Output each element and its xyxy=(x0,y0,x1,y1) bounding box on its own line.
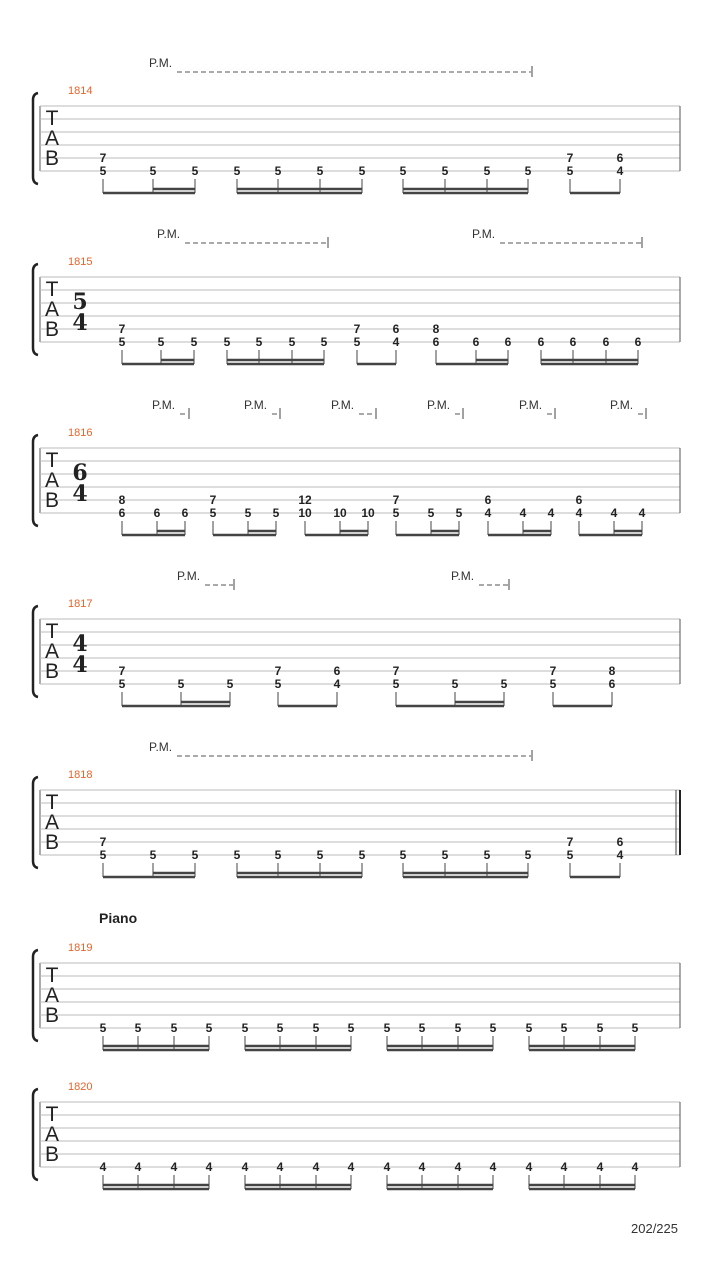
system-bracket xyxy=(33,606,38,697)
time-signature-top: 4 xyxy=(72,631,88,657)
fret-number: 5 xyxy=(566,848,574,862)
fret-number: 5 xyxy=(560,1021,568,1035)
fret-number: 4 xyxy=(519,506,527,520)
measure-number: 1818 xyxy=(68,769,93,781)
fret-number: 5 xyxy=(312,1021,320,1035)
fret-number: 4 xyxy=(547,506,555,520)
fret-number: 5 xyxy=(274,677,282,691)
tab-system xyxy=(33,56,680,193)
palm-mute-label: P.M. xyxy=(331,398,355,412)
fret-number: 5 xyxy=(149,848,157,862)
time-signature-top: 5 xyxy=(72,289,88,315)
fret-number: 4 xyxy=(312,1160,320,1174)
fret-number: 4 xyxy=(616,164,624,178)
system-bracket xyxy=(33,264,38,355)
fret-number: 6 xyxy=(616,151,624,165)
fret-number: 5 xyxy=(596,1021,604,1035)
fret-number: 5 xyxy=(157,335,165,349)
tab-clef-letter: A xyxy=(44,298,60,321)
fret-number: 6 xyxy=(484,493,492,507)
fret-number: 7 xyxy=(99,835,107,849)
tab-clef-letter: B xyxy=(44,318,60,341)
fret-number: 5 xyxy=(392,677,400,691)
fret-number: 7 xyxy=(99,151,107,165)
fret-number: 12 xyxy=(298,493,312,507)
fret-number: 5 xyxy=(233,164,241,178)
fret-number: 6 xyxy=(575,493,583,507)
fret-number: 7 xyxy=(566,151,574,165)
tab-clef-letter: A xyxy=(44,127,60,150)
palm-mute-label: P.M. xyxy=(149,740,173,754)
palm-mute-label: P.M. xyxy=(451,569,475,583)
tab-clef-letter: A xyxy=(44,469,60,492)
fret-number: 5 xyxy=(205,1021,213,1035)
fret-number: 5 xyxy=(566,164,574,178)
fret-number: 5 xyxy=(99,164,107,178)
fret-number: 5 xyxy=(392,506,400,520)
fret-number: 6 xyxy=(181,506,189,520)
fret-number: 7 xyxy=(209,493,217,507)
fret-number: 8 xyxy=(432,322,440,336)
system-bracket xyxy=(33,777,38,868)
fret-number: 5 xyxy=(149,164,157,178)
fret-number: 5 xyxy=(244,506,252,520)
fret-number: 5 xyxy=(170,1021,178,1035)
fret-number: 5 xyxy=(241,1021,249,1035)
fret-number: 6 xyxy=(472,335,480,349)
fret-number: 5 xyxy=(276,1021,284,1035)
palm-mute-label: P.M. xyxy=(472,227,496,241)
fret-number: 5 xyxy=(118,335,126,349)
tab-clef-letter: A xyxy=(44,1123,60,1146)
fret-number: 4 xyxy=(454,1160,462,1174)
tab-system xyxy=(33,740,680,877)
fret-number: 5 xyxy=(454,1021,462,1035)
tab-clef-letter: B xyxy=(44,147,60,170)
tab-clef-letter: A xyxy=(44,984,60,1007)
page-number: 202/225 xyxy=(631,1221,678,1236)
tab-system xyxy=(33,1081,680,1189)
tab-clef-letter: B xyxy=(44,1143,60,1166)
palm-mute-label: P.M. xyxy=(177,569,201,583)
fret-number: 5 xyxy=(347,1021,355,1035)
fret-number: 4 xyxy=(489,1160,497,1174)
fret-number: 7 xyxy=(118,322,126,336)
palm-mute-label: P.M. xyxy=(149,56,173,70)
fret-number: 4 xyxy=(392,335,400,349)
tab-system xyxy=(33,398,680,535)
fret-number: 5 xyxy=(191,848,199,862)
fret-number: 5 xyxy=(631,1021,639,1035)
tab-clef-letter: A xyxy=(44,811,60,834)
fret-number: 5 xyxy=(549,677,557,691)
fret-number: 10 xyxy=(298,506,312,520)
fret-number: 4 xyxy=(631,1160,639,1174)
fret-number: 4 xyxy=(333,677,341,691)
fret-number: 4 xyxy=(616,848,624,862)
fret-number: 6 xyxy=(608,677,616,691)
fret-number: 5 xyxy=(525,1021,533,1035)
tab-clef-letter: T xyxy=(45,620,59,643)
tab-clef-letter: T xyxy=(45,449,59,472)
fret-number: 7 xyxy=(118,664,126,678)
fret-number: 5 xyxy=(190,335,198,349)
measure-number: 1815 xyxy=(68,256,93,268)
fret-number: 5 xyxy=(255,335,263,349)
fret-number: 4 xyxy=(383,1160,391,1174)
tab-clef-letter: T xyxy=(45,278,59,301)
fret-number: 5 xyxy=(500,677,508,691)
tab-clef-letter: A xyxy=(44,640,60,663)
tab-clef-letter: T xyxy=(45,791,59,814)
fret-number: 5 xyxy=(99,848,107,862)
fret-number: 5 xyxy=(316,164,324,178)
time-signature-bottom: 4 xyxy=(72,310,88,336)
fret-number: 4 xyxy=(610,506,618,520)
fret-number: 5 xyxy=(118,677,126,691)
fret-number: 5 xyxy=(272,506,280,520)
fret-number: 6 xyxy=(392,322,400,336)
fret-number: 5 xyxy=(441,848,449,862)
fret-number: 5 xyxy=(209,506,217,520)
system-bracket xyxy=(33,93,38,184)
fret-number: 4 xyxy=(99,1160,107,1174)
fret-number: 6 xyxy=(569,335,577,349)
fret-number: 4 xyxy=(170,1160,178,1174)
system-bracket xyxy=(33,950,38,1041)
measure-number: 1819 xyxy=(68,942,93,954)
tab-clef-letter: T xyxy=(45,964,59,987)
fret-number: 5 xyxy=(358,848,366,862)
fret-number: 10 xyxy=(333,506,347,520)
fret-number: 5 xyxy=(524,848,532,862)
fret-number: 4 xyxy=(525,1160,533,1174)
fret-number: 5 xyxy=(274,848,282,862)
fret-number: 5 xyxy=(524,164,532,178)
tab-clef-letter: B xyxy=(44,660,60,683)
palm-mute-label: P.M. xyxy=(152,398,176,412)
fret-number: 8 xyxy=(608,664,616,678)
fret-number: 5 xyxy=(134,1021,142,1035)
measure-number: 1820 xyxy=(68,1081,93,1093)
fret-number: 5 xyxy=(233,848,241,862)
fret-number: 4 xyxy=(596,1160,604,1174)
fret-number: 5 xyxy=(99,1021,107,1035)
fret-number: 5 xyxy=(483,164,491,178)
palm-mute-label: P.M. xyxy=(519,398,543,412)
fret-number: 7 xyxy=(274,664,282,678)
fret-number: 7 xyxy=(353,322,361,336)
palm-mute-label: P.M. xyxy=(610,398,634,412)
fret-number: 6 xyxy=(602,335,610,349)
fret-number: 5 xyxy=(441,164,449,178)
fret-number: 5 xyxy=(191,164,199,178)
measure-number: 1816 xyxy=(68,427,93,439)
measure-number: 1814 xyxy=(68,85,93,97)
fret-number: 6 xyxy=(634,335,642,349)
fret-number: 5 xyxy=(455,506,463,520)
fret-number: 6 xyxy=(333,664,341,678)
tab-system xyxy=(33,910,680,1050)
fret-number: 5 xyxy=(177,677,185,691)
fret-number: 7 xyxy=(392,664,400,678)
fret-number: 4 xyxy=(205,1160,213,1174)
fret-number: 5 xyxy=(353,335,361,349)
fret-number: 6 xyxy=(504,335,512,349)
fret-number: 6 xyxy=(616,835,624,849)
palm-mute-label: P.M. xyxy=(244,398,268,412)
fret-number: 4 xyxy=(241,1160,249,1174)
fret-number: 5 xyxy=(358,164,366,178)
measure-number: 1817 xyxy=(68,598,93,610)
time-signature-top: 6 xyxy=(72,460,88,486)
fret-number: 5 xyxy=(288,335,296,349)
time-signature-bottom: 4 xyxy=(72,481,88,507)
fret-number: 5 xyxy=(223,335,231,349)
fret-number: 7 xyxy=(566,835,574,849)
fret-number: 4 xyxy=(418,1160,426,1174)
fret-number: 4 xyxy=(575,506,583,520)
fret-number: 5 xyxy=(399,848,407,862)
fret-number: 4 xyxy=(484,506,492,520)
fret-number: 7 xyxy=(549,664,557,678)
fret-number: 8 xyxy=(118,493,126,507)
fret-number: 4 xyxy=(134,1160,142,1174)
time-signature-bottom: 4 xyxy=(72,652,88,678)
fret-number: 6 xyxy=(432,335,440,349)
tab-clef-letter: B xyxy=(44,831,60,854)
fret-number: 4 xyxy=(276,1160,284,1174)
fret-number: 5 xyxy=(427,506,435,520)
fret-number: 5 xyxy=(226,677,234,691)
tab-clef-letter: T xyxy=(45,1103,59,1126)
fret-number: 4 xyxy=(347,1160,355,1174)
fret-number: 4 xyxy=(638,506,646,520)
fret-number: 5 xyxy=(489,1021,497,1035)
fret-number: 5 xyxy=(483,848,491,862)
instrument-name: Piano xyxy=(99,910,138,926)
fret-number: 6 xyxy=(118,506,126,520)
tab-clef-letter: B xyxy=(44,1004,60,1027)
fret-number: 4 xyxy=(560,1160,568,1174)
fret-number: 5 xyxy=(274,164,282,178)
fret-number: 5 xyxy=(399,164,407,178)
system-bracket xyxy=(33,1089,38,1180)
fret-number: 5 xyxy=(316,848,324,862)
fret-number: 5 xyxy=(418,1021,426,1035)
tab-system xyxy=(33,227,680,364)
palm-mute-label: P.M. xyxy=(157,227,181,241)
palm-mute-label: P.M. xyxy=(427,398,451,412)
fret-number: 10 xyxy=(361,506,375,520)
fret-number: 5 xyxy=(451,677,459,691)
tab-system xyxy=(33,569,680,706)
fret-number: 6 xyxy=(153,506,161,520)
system-bracket xyxy=(33,435,38,526)
fret-number: 6 xyxy=(537,335,545,349)
fret-number: 5 xyxy=(320,335,328,349)
fret-number: 5 xyxy=(383,1021,391,1035)
tab-clef-letter: B xyxy=(44,489,60,512)
tab-clef-letter: T xyxy=(45,107,59,130)
fret-number: 7 xyxy=(392,493,400,507)
